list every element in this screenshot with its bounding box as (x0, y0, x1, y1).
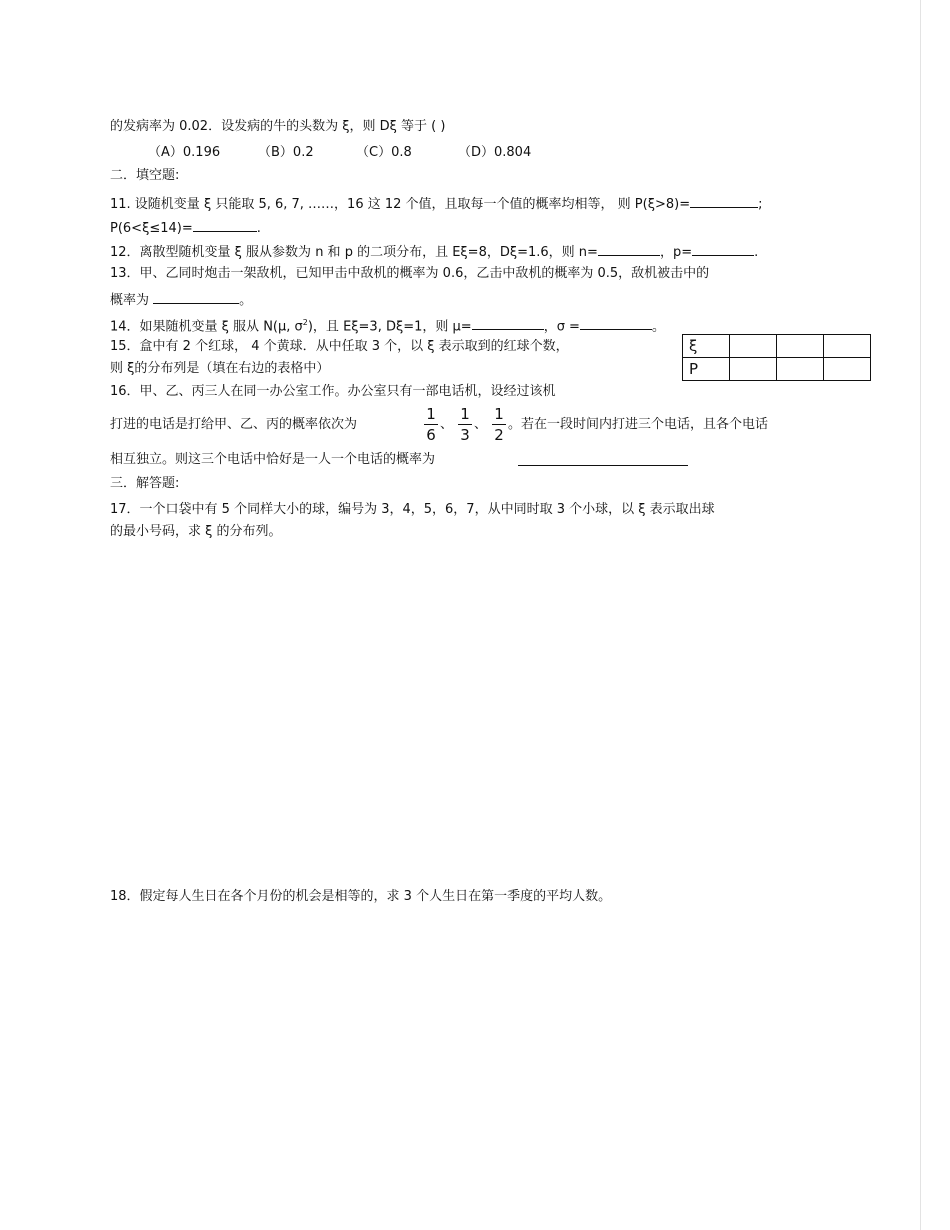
q11-blank-1[interactable] (690, 194, 758, 208)
table-cell[interactable] (777, 358, 824, 381)
table-cell[interactable] (777, 335, 824, 358)
q10-stem: 的发病率为 0.02．设发病的牛的头数为 ξ，则 Dξ 等于 ( ) (110, 119, 446, 134)
fraction-1 (424, 405, 438, 444)
q13-line2 (110, 290, 252, 309)
q12-mid: ，p= (659, 245, 693, 260)
q11-blank-2[interactable] (193, 218, 257, 232)
q11-line1 (110, 194, 762, 213)
distribution-table (682, 334, 871, 381)
q16-blank-line[interactable] (518, 452, 688, 471)
q14-post: )，且 Eξ=3, Dξ=1，则 μ= (307, 319, 472, 335)
table-header-xi: ξ (683, 335, 730, 358)
q16-line2-post: 。若在一段时间内打进三个电话，且各个电话 (508, 417, 769, 432)
q10-option-b: （B）0.2 (258, 145, 314, 160)
fraction-2-den: 3 (460, 426, 470, 444)
fraction-sep-1: 、 (440, 417, 454, 432)
q11-end: . (256, 221, 261, 236)
q14-sup: 2 (302, 318, 308, 327)
q16-line2-pre: 打进的电话是打给甲、乙、丙的概率依次为 (110, 417, 358, 432)
fraction-1-num: 1 (426, 405, 436, 423)
table-row (683, 335, 871, 358)
q17-line2: 的最小号码，求 ξ 的分布列。 (110, 524, 282, 539)
q13-line2-text: 概率为 (110, 293, 150, 308)
q14-mid: ，σ = (543, 319, 580, 335)
q10-option-a: （A）0.196 (148, 145, 221, 160)
q17-line1: 17．一个口袋中有 5 个同样大小的球，编号为 3，4，5，6，7，从中同时取 3 个小球，以 ξ 表示取出球 (110, 502, 715, 517)
table-cell[interactable] (730, 335, 777, 358)
fraction-2-num: 1 (460, 405, 470, 423)
q15-line1: 15．盒中有 2 个红球， 4 个黄球．从中任取 3 个，以 ξ 表示取到的红球个数， (110, 339, 569, 354)
fraction-3-den: 2 (494, 426, 504, 444)
q16-line1: 16．甲、乙、丙三人在同一办公室工作。办公室只有一部电话机，设经过该机 (110, 384, 556, 399)
q12-text: 12．离散型随机变量 ξ 服从参数为 n 和 p 的二项分布，且 Eξ=8，Dξ=1.6，则 n= (110, 245, 598, 260)
table-cell[interactable] (824, 335, 871, 358)
fraction-2 (458, 405, 472, 444)
q10-option-c: （C）0.8 (356, 145, 412, 160)
q13-blank[interactable] (153, 290, 239, 304)
q12-blank-p[interactable] (692, 242, 754, 256)
q11-line2-text: P(6<ξ≤14)= (110, 221, 193, 236)
q13-line1: 13．甲、乙同时炮击一架敌机，已知甲击中敌机的概率为 0.6，乙击中敌机的概率为 0.5，敌机被击中的 (110, 266, 710, 281)
fraction-sep-2: 、 (474, 417, 488, 432)
section3-heading: 三．解答题: (110, 476, 180, 491)
q14-end: 。 (651, 319, 665, 335)
fraction-3 (492, 405, 506, 444)
q14-pre: 14．如果随机变量 ξ 服从 N(μ, σ (110, 319, 303, 335)
table-cell[interactable] (730, 358, 777, 381)
q12-blank-n[interactable] (598, 242, 660, 256)
q12-end: . (754, 245, 759, 260)
section2-heading: 二．填空题: (110, 168, 180, 183)
page-edge (920, 0, 921, 1230)
q16-line3: 相互独立。则这三个电话中恰好是一人一个电话的概率为 (110, 452, 436, 467)
q18-text: 18．假定每人生日在各个月份的机会是相等的，求 3 个人生日在第一季度的平均人数。 (110, 889, 612, 904)
table-cell[interactable] (824, 358, 871, 381)
q14-blank-sigma[interactable] (580, 316, 652, 330)
table-header-p: P (683, 358, 730, 381)
q15-line2: 则 ξ的分布列是（填在右边的表格中） (110, 361, 330, 376)
fraction-1-den: 6 (426, 426, 436, 444)
fraction-3-num: 1 (494, 405, 504, 423)
q11-line2 (110, 218, 261, 237)
table-row (683, 358, 871, 381)
q14-line (110, 315, 665, 335)
q11-tail: ; (758, 197, 763, 212)
q11-text: 11. 设随机变量 ξ 只能取 5, 6, 7, ……，16 这 12 个值，且取每一个值的概率均相等， 则 P(ξ>8)= (110, 197, 691, 212)
q10-option-d: （D）0.804 (458, 145, 532, 160)
q16-blank[interactable] (518, 452, 688, 466)
q12-line (110, 242, 758, 261)
q13-end: 。 (239, 293, 253, 308)
q14-blank-mu[interactable] (472, 316, 544, 330)
